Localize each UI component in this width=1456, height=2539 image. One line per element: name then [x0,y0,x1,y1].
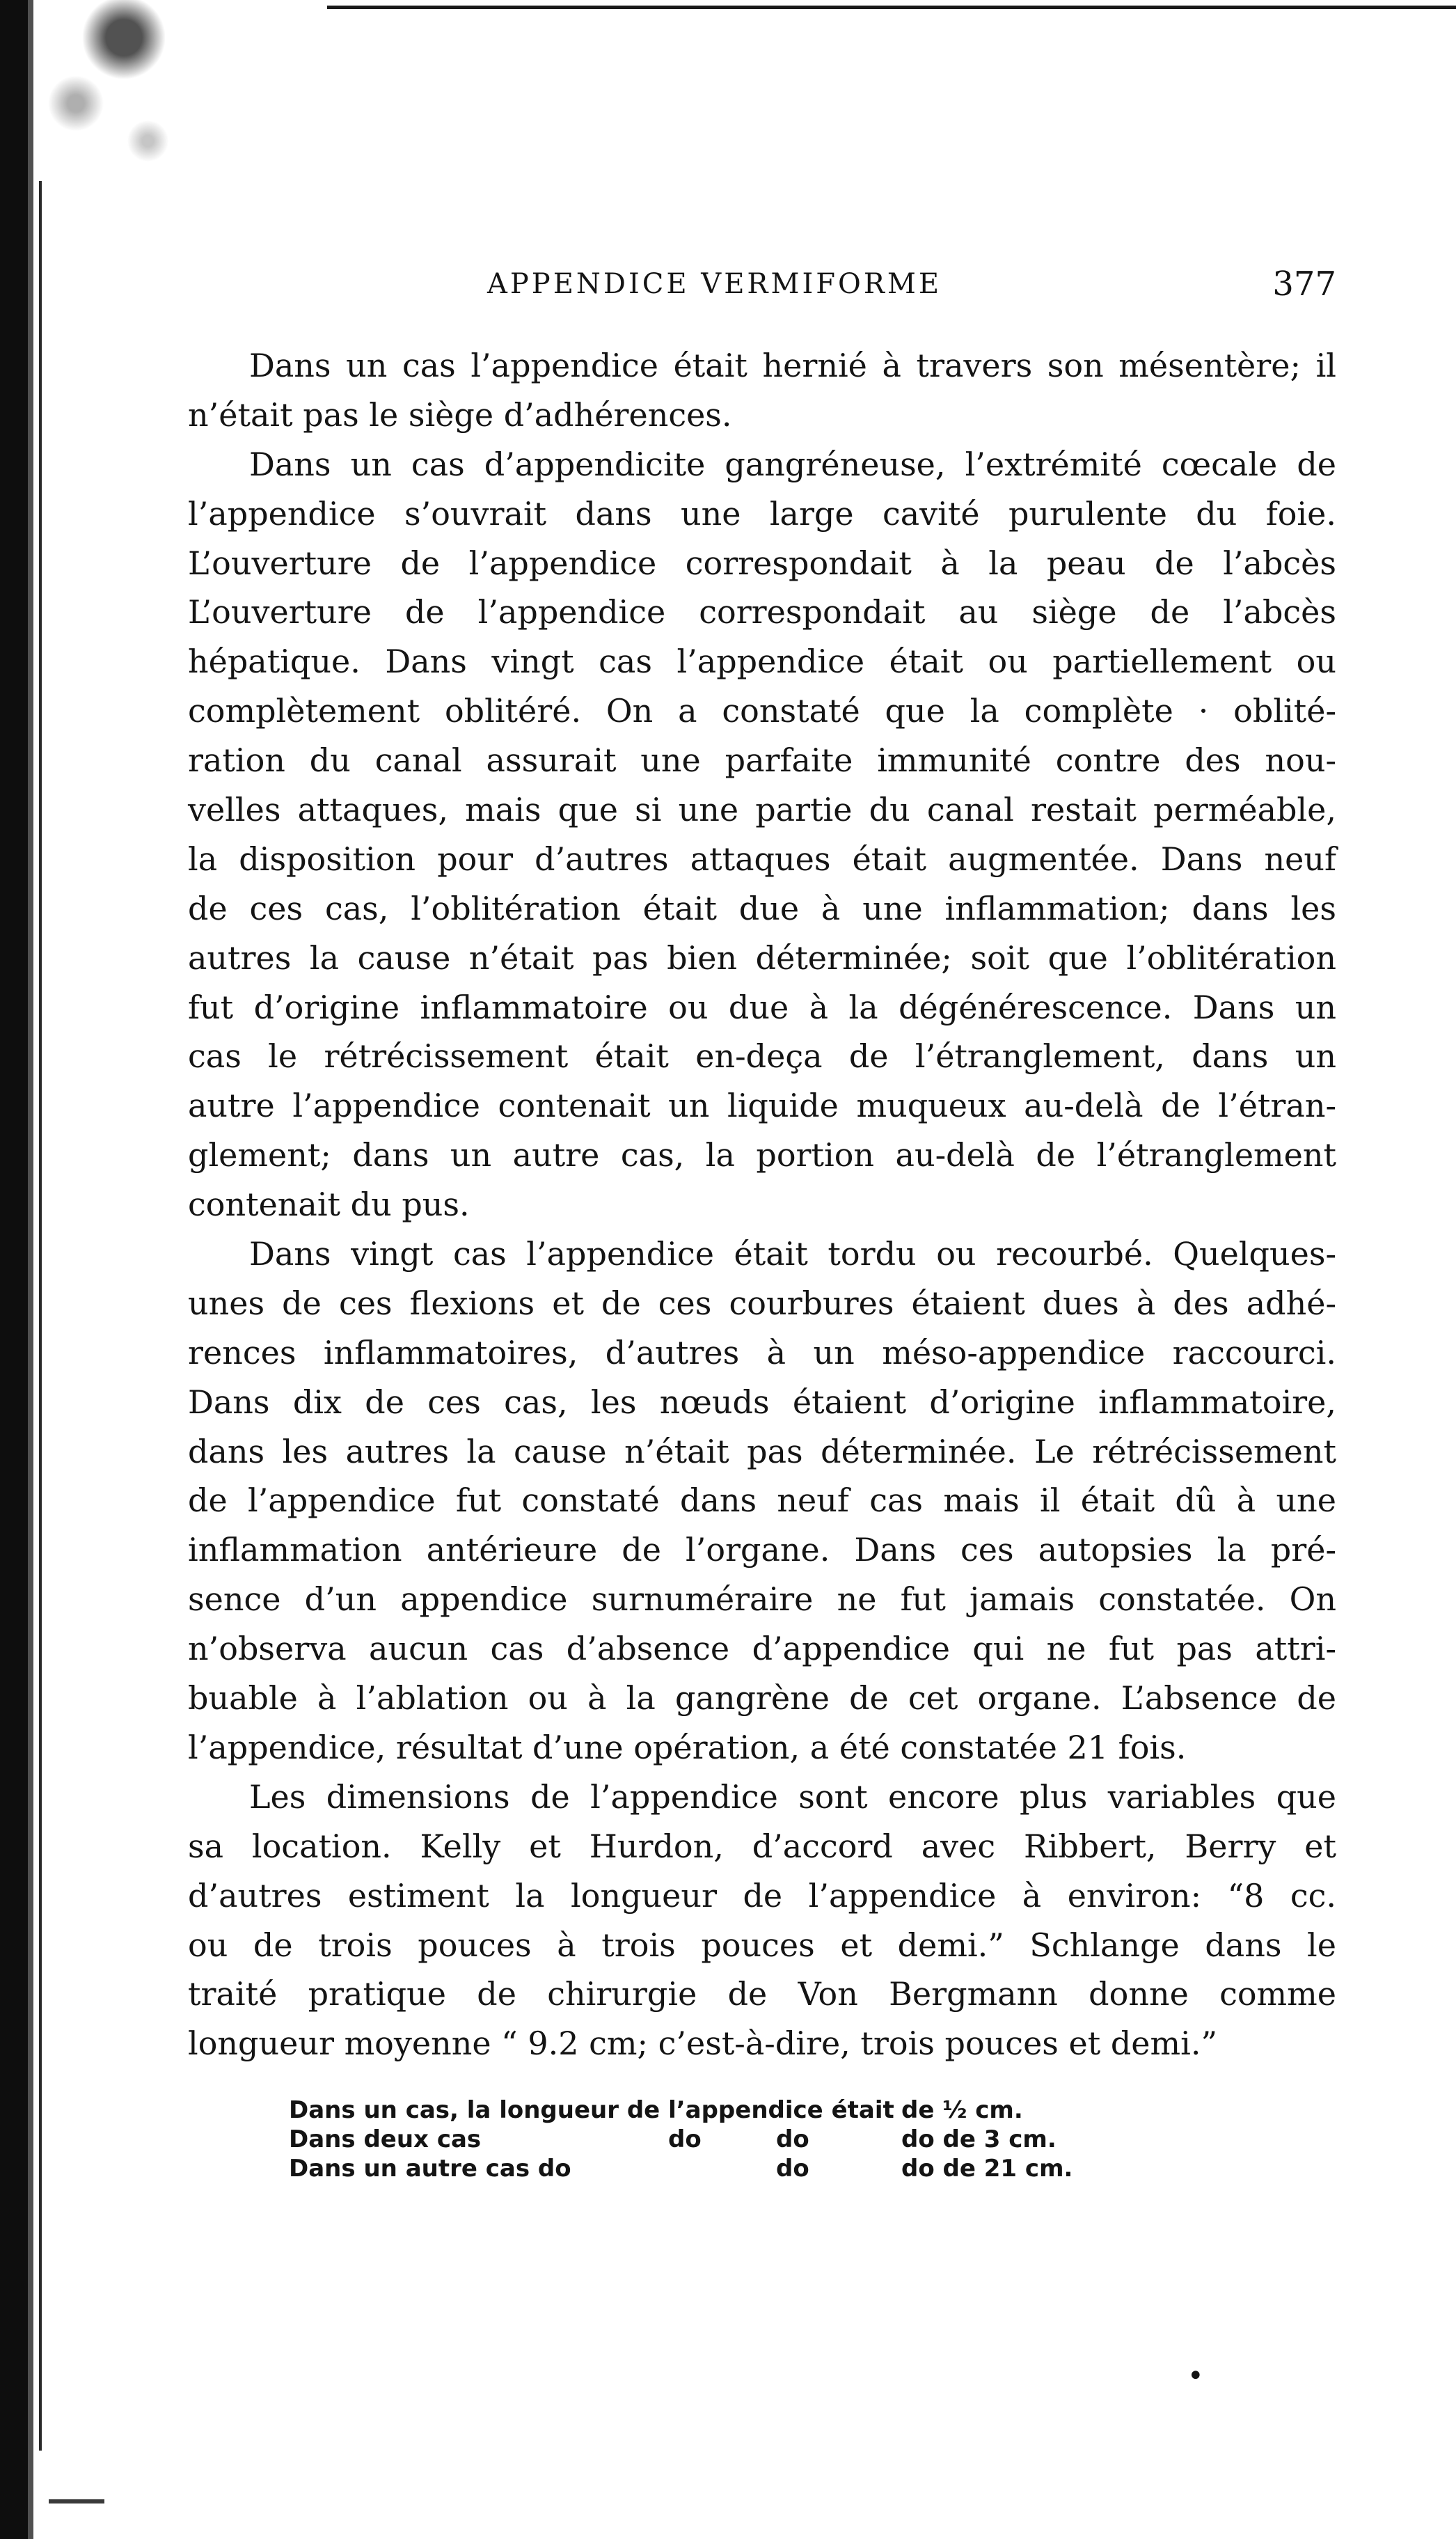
text-line: n’observa aucun cas d’absence d’appendice qui ne fut pas attri- [188,1630,1336,1668]
running-head [188,263,1336,305]
text-line: l’appendice, résultat d’une opération, a été constatée 21 fois. [188,1728,1187,1766]
text-line: Dans un cas d’appendicite gangréneuse, l’extrémité cœcale de [249,445,1336,483]
table-row [289,2125,1194,2154]
text-line: l’appendice s’ouvrait dans une large cavité purulente du foie. [188,494,1336,533]
text-line: inflammation antérieure de l’organe. Dans ces autopsies la pré- [188,1531,1336,1569]
text-line: cas le rétrécissement était en-deça de l’étranglement, dans un [188,1037,1336,1076]
dimensions-table [289,2096,1194,2183]
table-cell: do [776,2125,809,2153]
text-line: ou de trois pouces à trois pouces et demi.” Schlange dans le [188,1926,1336,1964]
footer-mark: • [1187,2360,1204,2392]
text-line: hépatique. Dans vingt cas l’appendice était ou partiellement ou [188,643,1336,681]
text-line: velles attaques, mais que si une partie du canal restait perméable, [188,791,1336,829]
running-title: APPENDICE VERMIFORME [487,268,942,300]
scan-top-rule [327,6,1456,9]
table-cell: Dans un autre cas do [289,2155,571,2183]
text-line: Dans vingt cas l’appendice était tordu ou recourbé. Quelques- [249,1235,1336,1273]
text-line: L’ouverture de l’appendice correspondait au siège de l’abcès [188,593,1336,631]
text-line: Les dimensions de l’appendice sont encore plus variables que [249,1777,1336,1816]
table-cell: do [668,2125,702,2153]
text-line: dans les autres la cause n’était pas déterminée. Le rétrécissement [188,1432,1336,1470]
table-cell: do de 3 cm. [901,2125,1057,2153]
body-text [188,341,1336,2068]
text-line: L’ouverture de l’appendice correspondait à la peau de l’abcès [188,544,1336,582]
table-row [289,2154,1194,2183]
text-line: contenait du pus. [188,1186,470,1224]
text-line: complètement oblitéré. On a constaté que la complète · oblité- [188,692,1336,730]
table-row [289,2096,1194,2125]
scan-corner-speckle [28,0,188,188]
table-cell: de ½ cm. [901,2096,1023,2124]
text-line: Dans dix de ces cas, les nœuds étaient d’origine inflammatoire, [188,1383,1336,1421]
text-line: d’autres estiment la longueur de l’appendice à environ: “8 cc. [188,1876,1336,1915]
text-line: buable à l’ablation ou à la gangrène de cet organe. L’absence de [188,1679,1336,1717]
text-line: sa location. Kelly et Hurdon, d’accord avec Ribbert, Berry et [188,1827,1336,1865]
page-number: 377 [1272,265,1336,304]
text-line: rences inflammatoires, d’autres à un méso-appendice raccourci. [188,1333,1336,1371]
table-cell: Dans deux cas [289,2125,482,2153]
text-line: sence d’un appendice surnuméraire ne fut jamais constatée. On [188,1580,1336,1619]
table-cell: do [776,2155,809,2183]
text-line: traité pratique de chirurgie de Von Bergmann donne comme [188,1975,1336,2013]
text-line: de ces cas, l’oblitération était due à une inflammation; dans les [188,889,1336,927]
text-line: fut d’origine inflammatoire ou due à la dégénérescence. Dans un [188,988,1336,1026]
text-line: ration du canal assurait une parfaite immunité contre des nou- [188,741,1336,780]
scan-bottom-speck [49,2499,104,2503]
table-cell: do de 21 cm. [901,2155,1073,2183]
text-line: autre l’appendice contenait un liquide muqueux au-delà de l’étran- [188,1087,1336,1125]
text-line: unes de ces flexions et de ces courbures étaient dues à des adhé- [188,1284,1336,1322]
text-line: autres la cause n’était pas bien déterminée; soit que l’oblitération [188,938,1336,977]
table-cell: Dans un cas, la longueur de l’appendice était [289,2096,894,2124]
text-line: n’était pas le siège d’adhérences. [188,395,732,434]
text-line: longueur moyenne “ 9.2 cm; c’est-à-dire, trois pouces et demi.” [188,2025,1217,2063]
text-line: Dans un cas l’appendice était hernié à travers son mésentère; il [249,347,1336,384]
text-line: la disposition pour d’autres attaques était augmentée. Dans neuf [188,840,1336,878]
text-line: glement; dans un autre cas, la portion au-delà de l’étranglement [188,1136,1336,1174]
text-line: de l’appendice fut constaté dans neuf cas mais il était dû à une [188,1481,1336,1520]
scan-left-rule [39,181,42,2451]
